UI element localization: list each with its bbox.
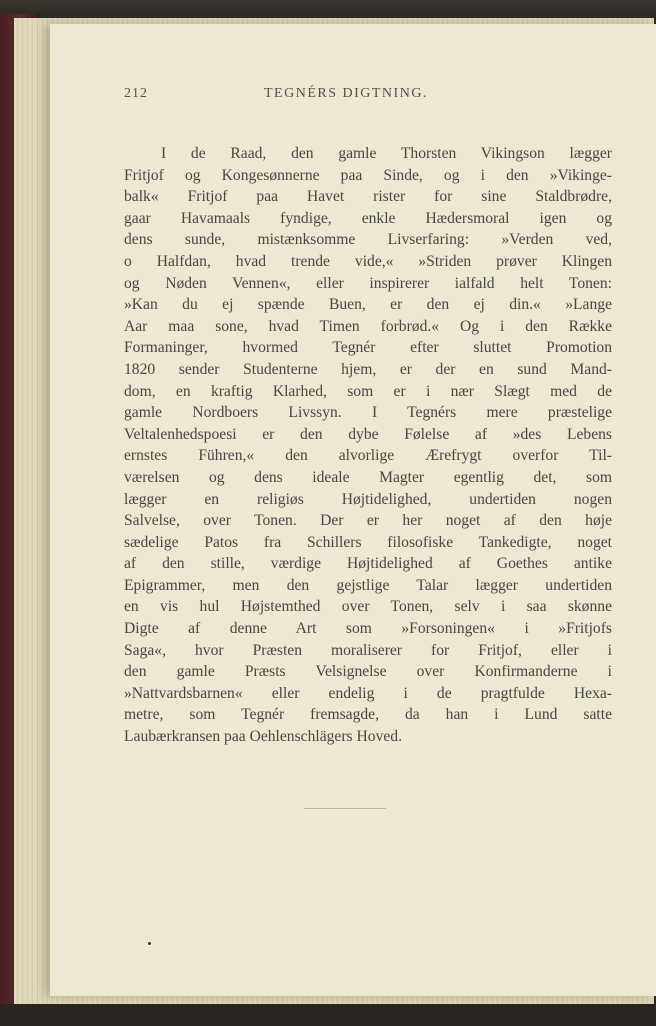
text-line: den gamle Præsts Velsignelse over Konfirmanderne i [124, 663, 612, 681]
text-line: Veltalenhedspoesi er den dybe Følelse af »des Lebens [124, 425, 612, 443]
page-number: 212 [124, 86, 148, 101]
bottom-edge [0, 1004, 656, 1026]
section-rule [304, 808, 386, 809]
text-line: sædelige Patos fra Schillers filosofiske Tankedigte, noget [124, 533, 612, 551]
text-line: Aar maa sone, hvad Timen forbrød.« Og i den Række [124, 317, 612, 335]
text-line: 1820 sender Studenterne hjem, er der en sund Mand- [124, 360, 612, 378]
text-line: Saga«, hvor Præsten moraliserer for Fritjof, eller i [124, 641, 612, 659]
body-text [124, 143, 612, 748]
page-header [124, 86, 474, 108]
text-line: af den stille, værdige Højtidelighed af Goethes antike [124, 555, 612, 573]
text-line: I de Raad, den gamle Thorsten Vikingson lægger [161, 145, 612, 162]
text-line: o Halfdan, hvad trende vide,« »Striden prøver Klingen [124, 252, 612, 270]
ink-speck [148, 942, 151, 945]
text-line: Fritjof og Kongesønnerne paa Sinde, og i den »Vikinge- [124, 166, 612, 184]
text-line: ernstes Führen,« den alvorlige Ærefrygt overfor Til- [124, 447, 612, 465]
running-head: TEGNÉRS DIGTNING. [264, 86, 428, 101]
text-line: gamle Nordboers Livssyn. I Tegnérs mere præstelige [124, 404, 612, 422]
text-line: lægger en religiøs Højtidelighed, undertiden nogen [124, 490, 612, 508]
text-line: »Nattvardsbarnen« eller endelig i de pragtfulde Hexa- [124, 684, 612, 702]
text-line: og Nøden Vennen«, eller inspirerer ialfald helt Tonen: [124, 274, 612, 292]
text-line: dom, en kraftig Klarhed, som er i nær Slægt med de [124, 382, 612, 400]
text-line: Formaninger, hvormed Tegnér efter sluttet Promotion [124, 339, 612, 357]
text-line: balk« Fritjof paa Havet rister for sine Staldbrødre, [124, 188, 612, 206]
text-line: en vis hul Højstemthed over Tonen, selv i saa skønne [124, 598, 612, 616]
text-line: gaar Havamaals fyndige, enkle Hædersmoral igen og [124, 209, 612, 227]
text-line: Digte af denne Art som »Forsoningen« i »Fritjofs [124, 620, 612, 638]
text-line: metre, som Tegnér fremsagde, da han i Lund satte [124, 706, 612, 724]
text-line: værelsen og dens ideale Magter egentlig det, som [124, 468, 612, 486]
text-line: Laubærkransen paa Oehlenschlägers Hoved. [124, 728, 402, 746]
text-line: dens sunde, mistænksomme Livserfaring: »Verden ved, [124, 231, 612, 249]
text-line: Epigrammer, men den gejstlige Talar lægger undertiden [124, 576, 612, 594]
text-line: »Kan du ej spænde Buen, er den ej din.« »Lange [124, 296, 612, 314]
text-line: Salvelse, over Tonen. Der er her noget af den høje [124, 512, 612, 530]
